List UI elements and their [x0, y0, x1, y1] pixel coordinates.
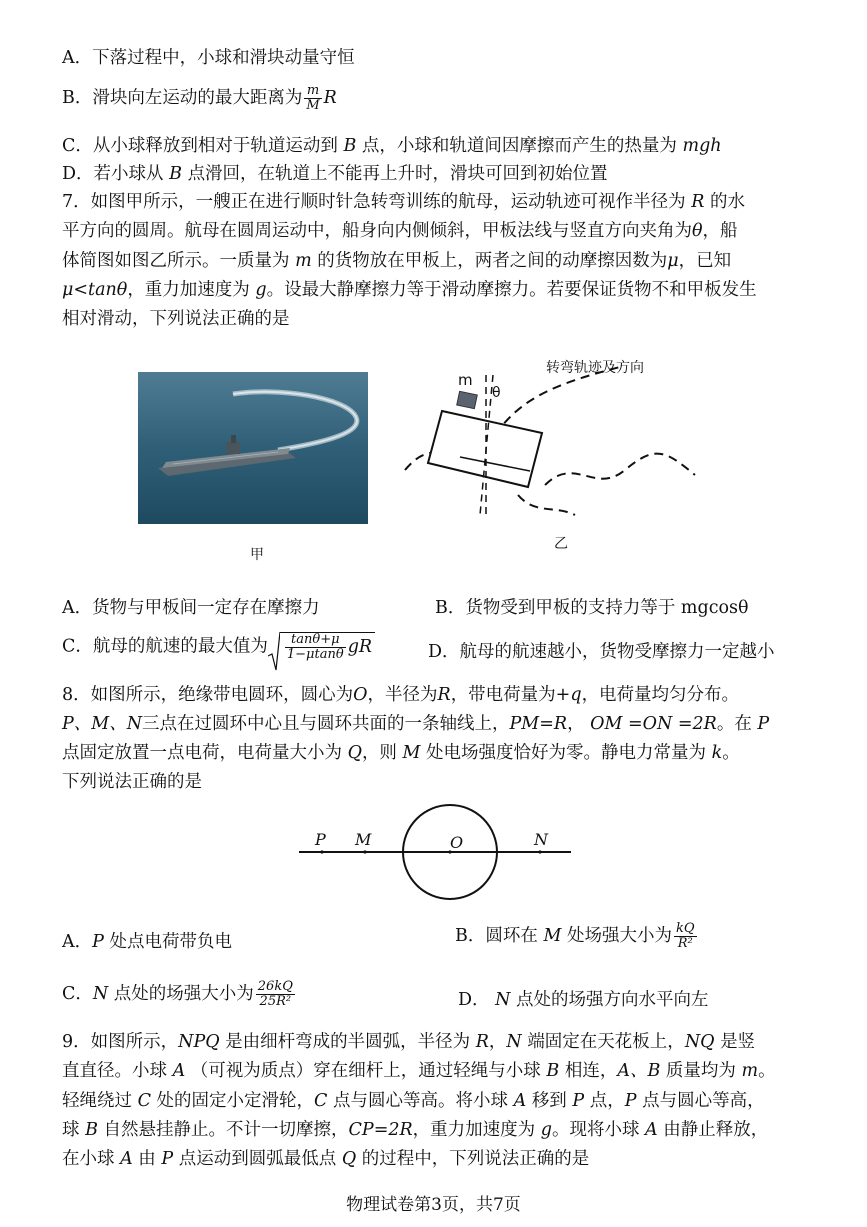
carrier-photo-drawing: [138, 372, 368, 524]
track-dashed-upper: [495, 367, 620, 435]
q7-option-b: B．货物受到甲板的支持力等于 mgcosθ: [435, 598, 749, 618]
q7-stem-line4: μ<tanθ，重力加速度为 g。设最大静摩擦力等于滑动摩擦力。若要保证货物不和甲板发生: [62, 280, 757, 300]
ring-axis-diagram: [295, 800, 575, 900]
sqrt-sign-icon: [268, 632, 280, 672]
point-m: [363, 850, 366, 853]
q9-stem-line4: 球 B 自然悬挂静止。不计一切摩擦，CP=2R，重力加速度为 g。现将小球 A 由静止释放，: [62, 1120, 769, 1140]
cargo-block: [457, 391, 478, 408]
carrier-photo: [138, 372, 368, 524]
q9-stem-line3: 轻绳绕过 C 处的固定小定滑轮，C 点与圆心等高。将小球 A 移到 P 点，P 点与圆心等高，: [62, 1091, 765, 1111]
q7-option-a: A．货物与甲板间一定存在摩擦力: [62, 598, 320, 618]
q9-stem-line5: 在小球 A 由 P 点运动到圆弧最低点 Q 的过程中，下列说法正确的是: [62, 1149, 590, 1169]
fig-label-theta: θ: [492, 385, 501, 401]
page-footer: 物理试卷第3页，共7页: [346, 1195, 521, 1215]
q6-option-c: C．从小球释放到相对于轨道运动到 B 点，小球和轨道间因摩擦而产生的热量为 mgh: [62, 136, 722, 156]
q9-stem-line2: 直直径。小球 A （可视为质点）穿在细杆上，通过轻绳与小球 B 相连，A、B 质量均为 m。: [62, 1061, 776, 1081]
label-o: O: [450, 833, 464, 852]
q8-option-d: D． N 点处的场强方向水平向左: [458, 990, 709, 1010]
q7-stem-line2: 平方向的圆周。航母在圆周运动中，船身向内侧倾斜，甲板法线与竖直方向夹角为θ，船: [62, 221, 738, 241]
q8-stem-line1: 8．如图所示，绝缘带电圆环，圆心为O，半径为R，带电荷量为+q，电荷量均匀分布。: [62, 685, 740, 705]
label-m: M: [355, 830, 372, 849]
q8-option-a: A．P 处点电荷带负电: [62, 932, 232, 952]
q8-stem-line2: P、M、N三点在过圆环中心且与圆环共面的一条轴线上，PM=R， OM =ON =2R。在 P: [62, 714, 770, 734]
carrier-section-diagram: [400, 355, 710, 555]
track-dashed-right: [545, 454, 695, 485]
carrier-hull: [428, 411, 542, 487]
q8-option-c: C．N 点处的场强大小为 $\frac{26kQ}{\text{25R²}}$: [62, 979, 293, 1009]
q7-option-d: D．航母的航速越小，货物受摩擦力一定越小: [428, 642, 775, 662]
point-n: [538, 850, 541, 853]
caption-yi: 乙: [554, 536, 568, 552]
q8-option-b: B．圆环在 M 处场强大小为 $\frac{kQ}{\text{R²}}$: [455, 921, 695, 951]
caption-jia: 甲: [250, 547, 264, 563]
label-n: N: [534, 830, 548, 849]
q7-stem-line5: 相对滑动，下列说法正确的是: [62, 309, 290, 329]
q7-option-c: C．航母的航速的最大值为 $\frac{\tan\theta+\mu}{1-\mu\tan\theta}$ gR: [62, 632, 377, 662]
label-p: P: [315, 830, 326, 849]
q9-stem-line1: 9．如图所示，NPQ 是由细杆弯成的半圆弧，半径为 R，N 端固定在天花板上，NQ 是竖: [62, 1032, 756, 1052]
q7-stem-line3: 体简图如图乙所示。一质量为 m 的货物放在甲板上，两者之间的动摩擦因数为μ，已知: [62, 251, 732, 271]
fig-label-track: 转弯轨迹及方向: [546, 360, 644, 376]
track-dashed-lower: [518, 495, 575, 515]
q8-stem-line4: 下列说法正确的是: [62, 772, 202, 792]
fig-label-m: m: [458, 371, 473, 389]
q6-option-a: A．下落过程中，小球和滑块动量守恒: [62, 48, 355, 68]
point-p: [320, 850, 323, 853]
q6-option-b: B．滑块向左运动的最大距离为 $\frac{m}{M}$ R: [62, 83, 337, 113]
q8-stem-line3: 点固定放置一点电荷，电荷量大小为 Q，则 M 处电场强度恰好为零。静电力常量为 k。: [62, 743, 740, 763]
q6-option-d: D．若小球从 B 点滑回，在轨道上不能再上升时，滑块可回到初始位置: [62, 164, 608, 184]
q7-stem-line1: 7．如图甲所示，一艘正在进行顺时针急转弯训练的航母，运动轨迹可视作半径为 R 的水: [62, 192, 745, 212]
